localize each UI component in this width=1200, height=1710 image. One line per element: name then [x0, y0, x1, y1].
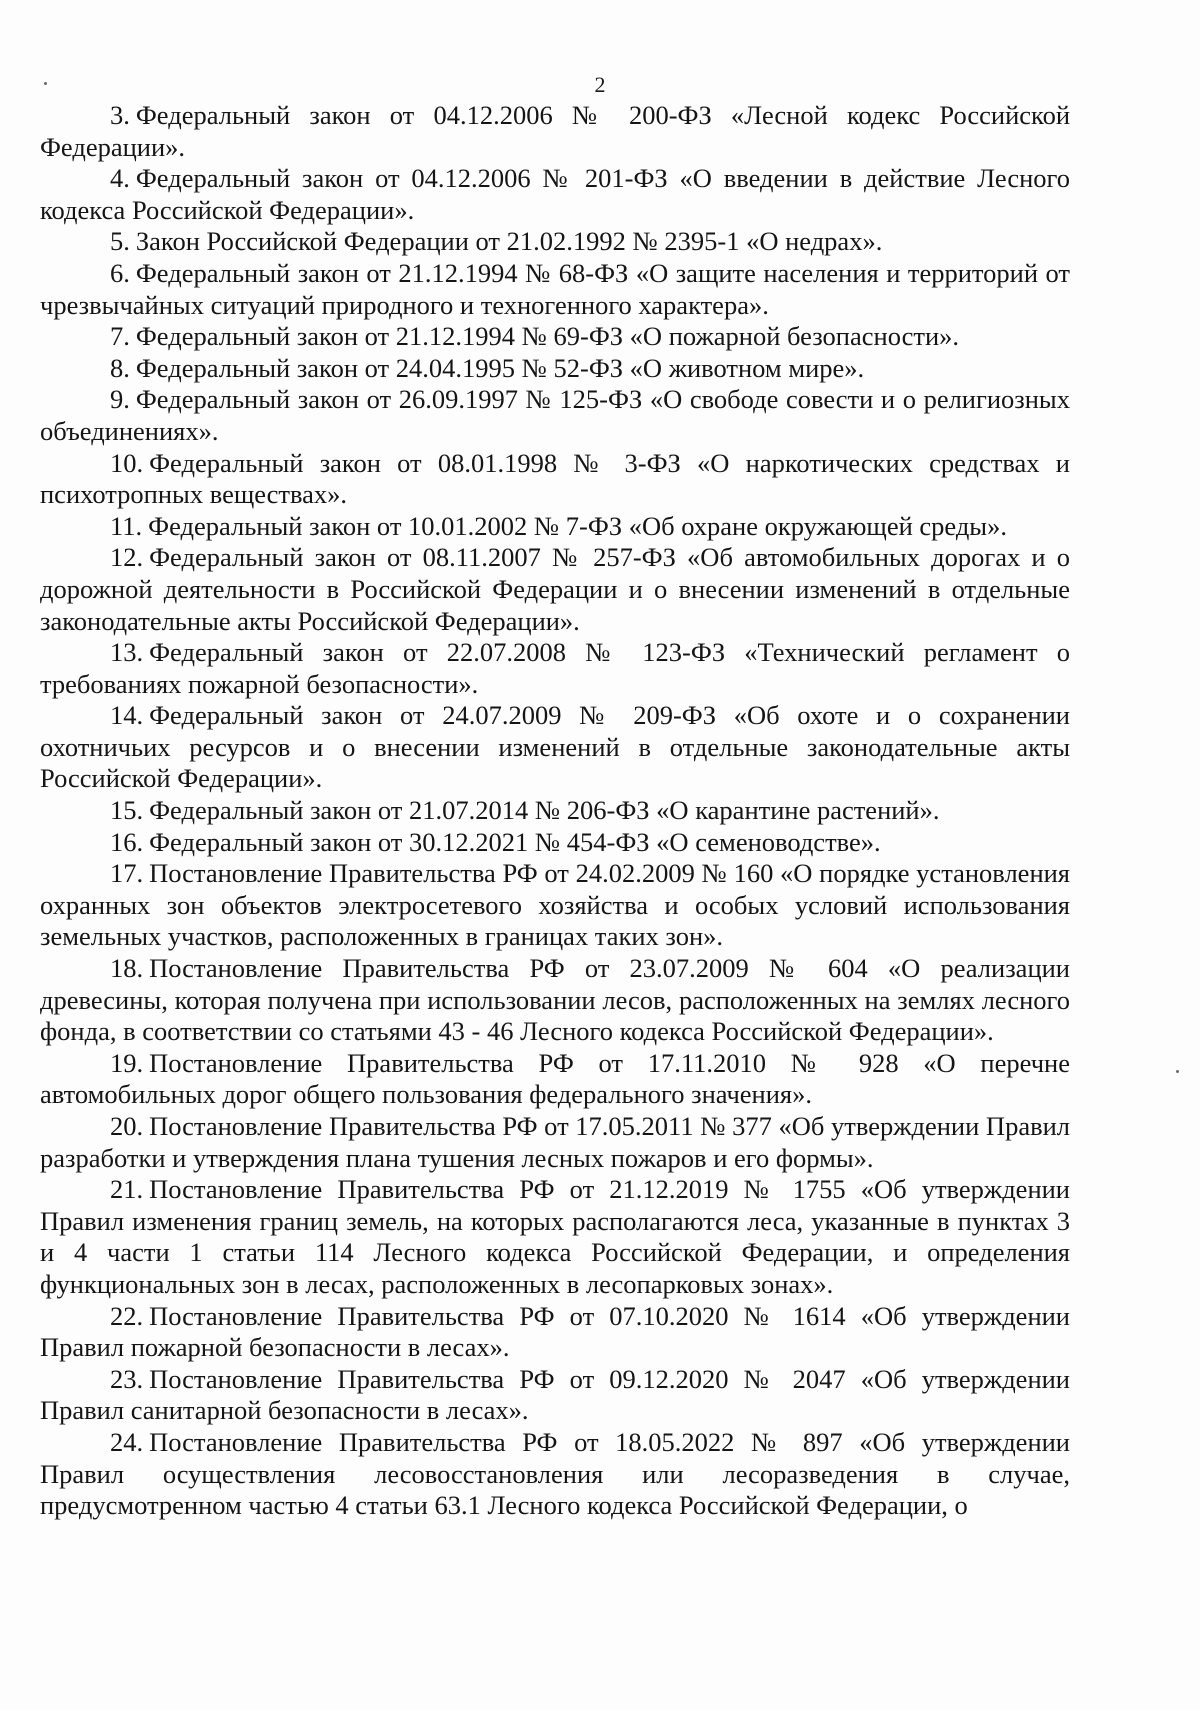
list-item — [40, 700, 1070, 795]
legal-acts-list — [40, 100, 1070, 1585]
item-number: 15. — [110, 795, 144, 826]
item-number: 16. — [110, 826, 144, 857]
list-item — [40, 637, 1070, 700]
list-item — [40, 448, 1070, 511]
item-text: Федеральный закон от 26.09.1997 № 125-ФЗ «О свободе совести и о религиозных объединениях». — [40, 384, 1070, 446]
item-text: Федеральный закон от 08.01.1998 № 3-ФЗ «О наркотических средствах и психотропных веществах». — [40, 447, 1070, 510]
item-text: Федеральный закон от 04.12.2006 № 201-ФЗ «О введении в действие Лесного кодекса Российской Федерации». — [40, 163, 1070, 225]
item-number: 9. — [110, 384, 130, 415]
item-number: 5. — [110, 226, 130, 257]
list-item — [40, 1174, 1070, 1300]
list-item — [40, 258, 1070, 321]
list-item — [40, 953, 1070, 1048]
list-item — [40, 827, 1070, 859]
item-text: Федеральный закон от 10.01.2002 № 7-ФЗ «Об охране окружающей среды». — [148, 510, 1007, 541]
item-text: Постановление Правительства РФ от 18.05.2022 № 897 «Об утверждении Правил осуществления лесовосстановления или лесоразведения в случае, предусмотренном частью 4 статьи 63.1 Лесного кодекса Российской Федерации, о — [40, 1426, 1070, 1521]
item-text: Закон Российской Федерации от 21.02.1992 № 2395-1 «О недрах». — [135, 226, 883, 257]
list-item — [40, 1553, 1070, 1585]
item-number: 22. — [110, 1300, 144, 1331]
item-number: 8. — [110, 352, 130, 383]
item-text: Федеральный закон от 08.11.2007 № 257-ФЗ «Об автомобильных дорогах и о дорожной деятельности в Российской Федерации и о внесении изменений в отдельные законодательные акты Российской Федерации». — [40, 542, 1070, 636]
list-item — [40, 163, 1070, 226]
item-text: Постановление Правительства РФ от 17.11.2010 № 928 «О перечне автомобильных дорог общего пользования федерального значения». — [40, 1047, 1070, 1110]
list-item — [40, 1301, 1070, 1364]
list-item — [40, 1048, 1070, 1111]
item-number: 24. — [110, 1426, 144, 1457]
item-text: Федеральный закон от 24.07.2009 № 209-ФЗ «Об охоте и о сохранении охотничьих ресурсов и о внесении изменений в отдельные законодательные акты Российской Федерации». — [40, 700, 1070, 794]
list-item — [40, 542, 1070, 637]
item-number: 7. — [110, 321, 130, 352]
item-text: Постановление Правительства РФ от 21.12.2019 № 1755 «Об утверждении Правил изменения границ земель, на которых располагаются леса, указанные в пунктах 3 и 4 части 1 статьи 114 Лесного кодекса Российской Федерации, и определения функциональных зон в лесах, расположенных в лесопарковых зонах». — [40, 1174, 1070, 1299]
item-number: 18. — [110, 953, 144, 984]
item-number: 23. — [110, 1363, 144, 1394]
list-item — [40, 100, 1070, 163]
item-number: 11. — [110, 510, 143, 541]
page-number: 2 — [594, 72, 606, 97]
item-text: Постановление Правительства РФ от 07.10.2020 № 1614 «Об утверждении Правил пожарной безопасности в лесах». — [40, 1300, 1070, 1363]
item-number: 17. — [110, 858, 144, 889]
item-number: 6. — [110, 257, 130, 288]
item-text: Постановление Правительства РФ от 24.02.2009 № 160 «О порядке установления охранных зон объектов электросетевого хозяйства и особых условий использования земельных участков, расположенных в границах таких зон». — [40, 858, 1070, 952]
item-number: 4. — [110, 163, 130, 194]
item-number: 10. — [110, 447, 144, 478]
item-text: Федеральный закон от 30.12.2021 № 454-ФЗ «О семеноводстве». — [149, 826, 881, 857]
list-item — [40, 321, 1070, 353]
item-text: Федеральный закон от 22.07.2008 № 123-ФЗ «Технический регламент о требованиях пожарной безопасности». — [40, 637, 1070, 699]
list-item — [40, 384, 1070, 447]
item-number: 21. — [110, 1174, 144, 1205]
item-number: 20. — [110, 1111, 144, 1141]
item-text: Постановление Правительства РФ от 23.07.2009 № 604 «О реализации древесины, которая получена при использовании лесов, расположенных на землях лесного фонда, в соответствии со статьями 43 - 46 Лесного кодекса Российской Федерации». — [40, 953, 1070, 1047]
list-item — [40, 1522, 1070, 1554]
list-item — [40, 1364, 1070, 1427]
list-item — [40, 511, 1070, 543]
item-text: Федеральный закон от 21.07.2014 № 206-ФЗ «О карантине растений». — [149, 795, 940, 826]
item-text: Федеральный закон от 04.12.2006 № 200-ФЗ «Лесной кодекс Российской Федерации». — [40, 100, 1070, 162]
item-text: Федеральный закон от 21.12.1994 № 69-ФЗ «О пожарной безопасности». — [135, 321, 960, 352]
item-text: Федеральный закон от 24.04.1995 № 52-ФЗ «О животном мире». — [135, 352, 865, 383]
scan-speck — [1176, 1070, 1179, 1073]
item-text: Постановление Правительства РФ от 09.12.2020 № 2047 «Об утверждении Правил санитарной безопасности в лесах». — [40, 1363, 1070, 1426]
item-text: Федеральный закон от 21.12.1994 № 68-ФЗ «О защите населения и территорий от чрезвычайных ситуаций природного и техногенного характера». — [40, 257, 1070, 320]
list-item — [40, 226, 1070, 258]
item-number: 14. — [110, 700, 144, 731]
item-number: 3. — [110, 100, 130, 130]
list-item — [40, 353, 1070, 385]
list-item — [40, 1111, 1070, 1174]
item-number: 13. — [110, 637, 144, 668]
item-number: 12. — [110, 542, 144, 573]
item-text: Постановление Правительства РФ от 17.05.2011 № 377 «Об утверждении Правил разработки и утверждения плана тушения лесных пожаров и его формы». — [40, 1111, 1070, 1173]
list-item — [40, 1427, 1070, 1522]
item-number: 19. — [110, 1047, 144, 1078]
scan-speck — [44, 82, 47, 85]
list-item — [40, 795, 1070, 827]
list-item — [40, 858, 1070, 953]
